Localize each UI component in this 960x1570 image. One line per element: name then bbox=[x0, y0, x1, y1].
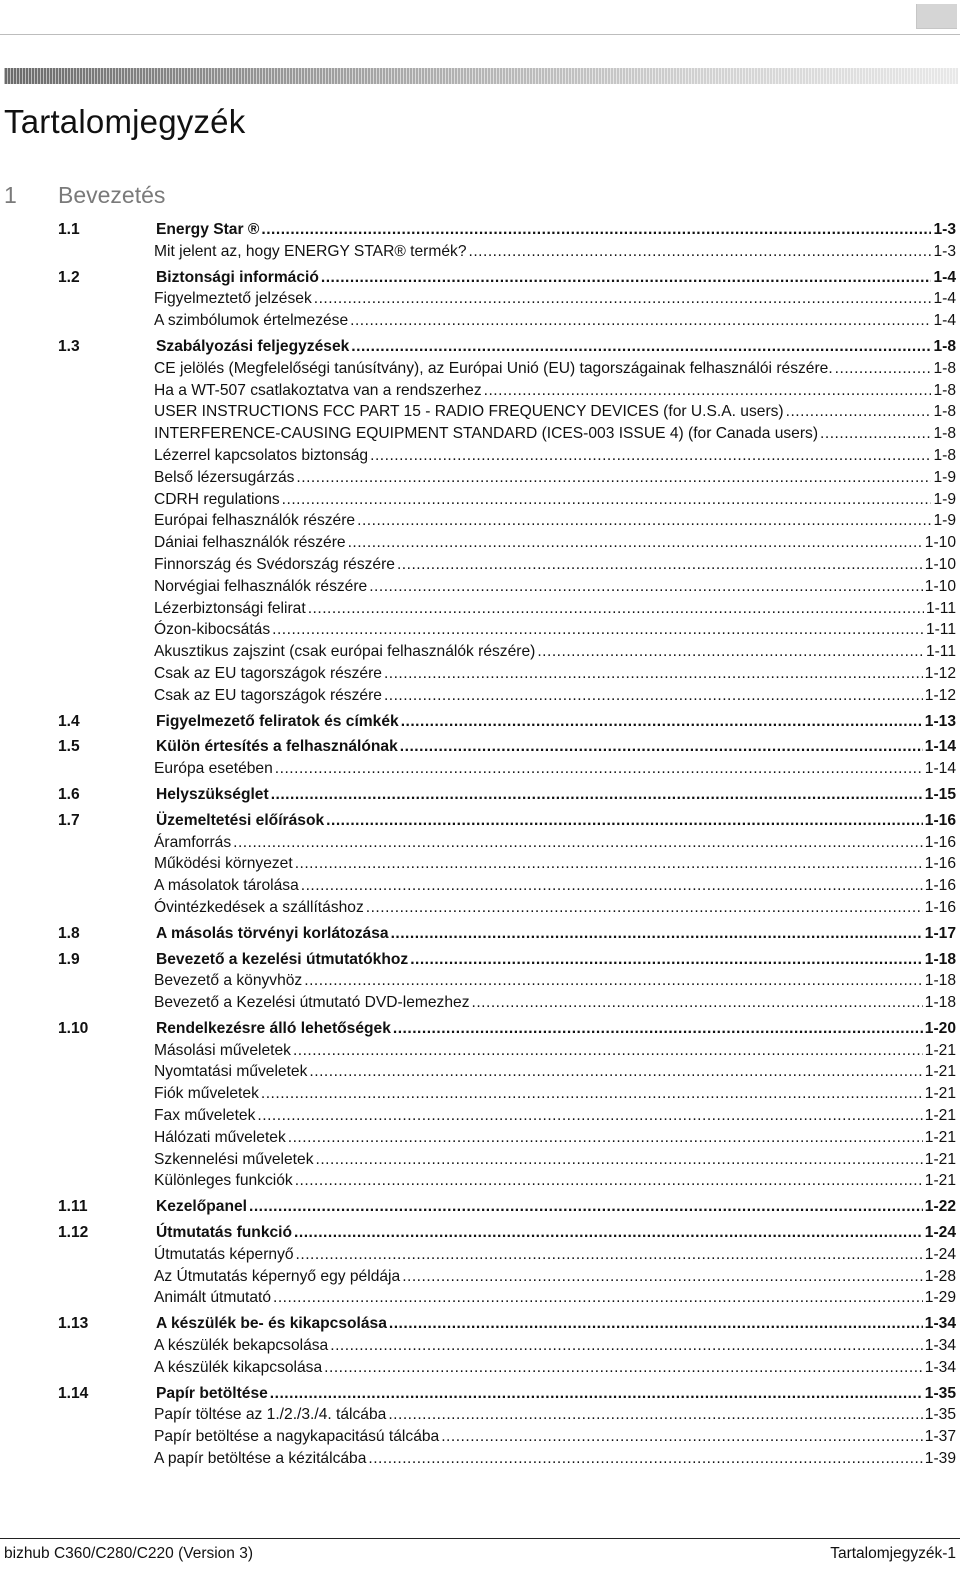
item-page: 1-28 bbox=[924, 1267, 956, 1285]
section-page: 1-13 bbox=[924, 712, 956, 730]
toc-item[interactable] bbox=[0, 758, 960, 780]
item-title: Fax műveletek bbox=[154, 1107, 256, 1125]
dot-leader bbox=[410, 949, 923, 971]
toc-section-entry[interactable] bbox=[0, 736, 960, 758]
section-page: 1-22 bbox=[924, 1198, 956, 1216]
item-page: 1-10 bbox=[924, 555, 956, 573]
toc-item[interactable] bbox=[0, 875, 960, 897]
dot-leader bbox=[261, 1083, 923, 1105]
item-title: Hálózati műveletek bbox=[154, 1128, 286, 1146]
dot-leader bbox=[384, 663, 923, 685]
item-title: Animált útmutató bbox=[154, 1289, 272, 1307]
section-title: Rendelkezésre álló lehetőségek bbox=[156, 1019, 391, 1037]
toc-item[interactable] bbox=[0, 554, 960, 576]
dot-leader bbox=[295, 853, 923, 875]
item-page: 1-8 bbox=[933, 425, 956, 443]
section-page: 1-16 bbox=[924, 811, 956, 829]
footer-page-number: Tartalomjegyzék-1 bbox=[830, 1545, 956, 1562]
section-number: 1.2 bbox=[58, 268, 80, 286]
item-page: 1-21 bbox=[924, 1150, 956, 1168]
dot-leader bbox=[324, 1357, 923, 1379]
dot-leader bbox=[401, 711, 923, 733]
item-title: Lézerrel kapcsolatos biztonság bbox=[154, 446, 369, 464]
item-page: 1-16 bbox=[924, 898, 956, 916]
item-page: 1-16 bbox=[924, 855, 956, 873]
section-number: 1.8 bbox=[58, 924, 80, 942]
dot-leader bbox=[786, 401, 932, 423]
dot-leader bbox=[369, 576, 923, 598]
toc-section-entry[interactable] bbox=[0, 711, 960, 733]
toc-item[interactable] bbox=[0, 1149, 960, 1171]
item-page: 1-10 bbox=[924, 534, 956, 552]
item-page: 1-9 bbox=[933, 490, 956, 508]
toc-item[interactable] bbox=[0, 423, 960, 445]
dot-leader bbox=[314, 288, 932, 310]
toc-section-entry[interactable] bbox=[0, 1313, 960, 1335]
item-title: Szkennelési műveletek bbox=[154, 1150, 314, 1168]
section-number: 1.12 bbox=[58, 1224, 89, 1242]
toc-item[interactable] bbox=[0, 1287, 960, 1309]
toc-item[interactable] bbox=[0, 241, 960, 263]
section-title: Üzemeltetési előírások bbox=[156, 811, 325, 829]
item-page: 1-35 bbox=[924, 1406, 956, 1424]
item-title: Csak az EU tagországok részére bbox=[154, 664, 382, 682]
section-page: 1-15 bbox=[924, 785, 956, 803]
toc-section bbox=[0, 1018, 960, 1192]
toc-item[interactable] bbox=[0, 380, 960, 402]
dot-leader bbox=[272, 619, 924, 641]
toc-section-entry[interactable] bbox=[0, 784, 960, 806]
toc-item[interactable] bbox=[0, 1083, 960, 1105]
section-number: 1.9 bbox=[58, 950, 80, 968]
footer-divider bbox=[0, 1538, 960, 1539]
dot-leader bbox=[233, 832, 923, 854]
dot-leader bbox=[321, 267, 932, 289]
section-page: 1-8 bbox=[933, 337, 956, 355]
item-page: 1-3 bbox=[933, 242, 956, 260]
dot-leader bbox=[295, 1170, 923, 1192]
item-title: Bevezető a könyvhöz bbox=[154, 972, 303, 990]
item-title: Óvintézkedések a szállításhoz bbox=[154, 898, 364, 916]
section-title: Figyelmezető feliratok és címkék bbox=[156, 712, 399, 730]
section-title: A készülék be- és kikapcsolása bbox=[156, 1315, 387, 1333]
section-title: Biztonsági információ bbox=[156, 268, 319, 286]
toc-item[interactable] bbox=[0, 1448, 960, 1470]
item-title: Működési környezet bbox=[154, 855, 293, 873]
item-title: Norvégiai felhasználók részére bbox=[154, 577, 368, 595]
item-page: 1-8 bbox=[933, 446, 956, 464]
item-title: Áramforrás bbox=[154, 833, 232, 851]
toc-item[interactable] bbox=[0, 853, 960, 875]
toc-section-entry[interactable] bbox=[0, 810, 960, 832]
item-page: 1-16 bbox=[924, 833, 956, 851]
item-title: Nyomtatási műveletek bbox=[154, 1063, 308, 1081]
section-number: 1.14 bbox=[58, 1384, 89, 1402]
dot-leader bbox=[301, 875, 923, 897]
section-page: 1-3 bbox=[933, 221, 956, 238]
item-page: 1-12 bbox=[924, 664, 956, 682]
toc-item[interactable] bbox=[0, 598, 960, 620]
section-number: 1.11 bbox=[58, 1198, 88, 1216]
dot-leader bbox=[469, 241, 932, 263]
item-page: 1-11 bbox=[925, 599, 956, 617]
dot-leader bbox=[271, 784, 923, 806]
dot-leader bbox=[296, 467, 931, 489]
toc-section-entry[interactable] bbox=[0, 923, 960, 945]
item-title: A készülék bekapcsolása bbox=[154, 1337, 329, 1355]
toc-section bbox=[0, 1196, 960, 1218]
toc-section-entry[interactable] bbox=[0, 219, 960, 241]
top-divider bbox=[0, 34, 960, 35]
section-page: 1-34 bbox=[924, 1315, 956, 1333]
toc-item[interactable] bbox=[0, 970, 960, 992]
dot-leader bbox=[249, 1196, 923, 1218]
toc-section-entry[interactable] bbox=[0, 1196, 960, 1218]
section-number: 1.5 bbox=[58, 738, 80, 756]
dot-leader bbox=[400, 736, 923, 758]
dot-leader bbox=[835, 358, 932, 380]
item-page: 1-18 bbox=[924, 994, 956, 1012]
item-title: Figyelmeztető jelzések bbox=[154, 290, 312, 308]
item-title: USER INSTRUCTIONS FCC PART 15 - RADIO FREQUENCY DEVICES (for U.S.A. users) bbox=[154, 403, 784, 421]
toc-item[interactable] bbox=[0, 832, 960, 854]
dot-leader bbox=[402, 1266, 923, 1288]
item-title: Fiók műveletek bbox=[154, 1085, 259, 1103]
item-title: Európai felhasználók részére bbox=[154, 512, 356, 530]
dot-leader bbox=[537, 641, 924, 663]
section-number: 1.13 bbox=[58, 1315, 89, 1333]
item-title: INTERFERENCE-CAUSING EQUIPMENT STANDARD (ICES-003 ISSUE 4) (for Canada users) bbox=[154, 425, 819, 443]
toc-section-entry[interactable] bbox=[0, 336, 960, 358]
item-page: 1-4 bbox=[933, 312, 956, 330]
toc-section bbox=[0, 1313, 960, 1378]
section-page: 1-35 bbox=[924, 1384, 956, 1402]
toc-section bbox=[0, 267, 960, 332]
item-title: CDRH regulations bbox=[154, 490, 280, 508]
dot-leader bbox=[441, 1426, 923, 1448]
dot-leader bbox=[326, 810, 923, 832]
toc-item[interactable] bbox=[0, 467, 960, 489]
dot-leader bbox=[391, 923, 923, 945]
item-page: 1-11 bbox=[925, 643, 956, 661]
toc-item[interactable] bbox=[0, 1335, 960, 1357]
toc-item[interactable] bbox=[0, 685, 960, 707]
item-page: 1-39 bbox=[924, 1450, 956, 1468]
section-number: 1.4 bbox=[58, 712, 80, 730]
section-number: 1.3 bbox=[58, 337, 80, 355]
item-title: Ha a WT-507 csatlakoztatva van a rendszerhez bbox=[154, 381, 482, 399]
toc-section bbox=[0, 1383, 960, 1470]
section-page: 1-24 bbox=[924, 1224, 956, 1242]
section-title: Bevezető a kezelési útmutatókhoz bbox=[156, 950, 409, 968]
toc-section-entry[interactable] bbox=[0, 1018, 960, 1040]
item-title: Útmutatás képernyő bbox=[154, 1245, 294, 1263]
toc-item[interactable] bbox=[0, 641, 960, 663]
toc-item[interactable] bbox=[0, 1040, 960, 1062]
item-page: 1-4 bbox=[933, 290, 956, 308]
item-page: 1-16 bbox=[924, 877, 956, 895]
section-title: Kezelőpanel bbox=[156, 1198, 247, 1216]
section-title: Papír betöltése bbox=[156, 1384, 268, 1402]
item-page: 1-18 bbox=[924, 972, 956, 990]
dot-leader bbox=[351, 336, 931, 358]
section-page: 1-18 bbox=[924, 950, 956, 968]
toc-section-entry[interactable] bbox=[0, 1222, 960, 1244]
section-page: 1-4 bbox=[933, 268, 956, 286]
item-title: Papír töltése az 1./2./3./4. tálcába bbox=[154, 1406, 387, 1424]
dot-leader bbox=[296, 1244, 923, 1266]
chapter-number: 1 bbox=[4, 182, 17, 208]
section-title: A másolás törvényi korlátozása bbox=[156, 924, 389, 942]
dot-leader bbox=[389, 1313, 923, 1335]
item-title: Csak az EU tagországok részére bbox=[154, 686, 382, 704]
toc-item[interactable] bbox=[0, 663, 960, 685]
section-title: Útmutatás funkció bbox=[156, 1224, 293, 1242]
dot-leader bbox=[270, 1383, 923, 1405]
dot-leader bbox=[370, 445, 931, 467]
toc-item[interactable] bbox=[0, 1426, 960, 1448]
section-title: Szabályozási feljegyzések bbox=[156, 337, 350, 355]
item-page: 1-34 bbox=[924, 1358, 956, 1376]
item-page: 1-12 bbox=[924, 686, 956, 704]
item-page: 1-21 bbox=[924, 1041, 956, 1059]
dot-leader bbox=[308, 598, 924, 620]
item-page: 1-37 bbox=[924, 1428, 956, 1446]
dot-leader bbox=[484, 380, 932, 402]
dot-leader bbox=[261, 219, 931, 241]
chapter-heading bbox=[4, 182, 165, 210]
dot-leader bbox=[397, 554, 923, 576]
item-title: A papír betöltése a kézitálcába bbox=[154, 1450, 367, 1468]
item-title: Ózon-kibocsátás bbox=[154, 621, 271, 639]
dot-leader bbox=[350, 310, 931, 332]
item-title: Európa esetében bbox=[154, 760, 273, 778]
item-page: 1-24 bbox=[924, 1245, 956, 1263]
item-page: 1-21 bbox=[924, 1085, 956, 1103]
section-title: Helyszükséglet bbox=[156, 785, 269, 803]
item-page: 1-11 bbox=[925, 621, 956, 639]
section-number: 1.6 bbox=[58, 785, 80, 803]
toc-section bbox=[0, 810, 960, 919]
toc-item[interactable] bbox=[0, 992, 960, 1014]
toc-item[interactable] bbox=[0, 897, 960, 919]
section-page: 1-20 bbox=[924, 1019, 956, 1037]
toc-item[interactable] bbox=[0, 358, 960, 380]
item-page: 1-21 bbox=[924, 1107, 956, 1125]
toc-item[interactable] bbox=[0, 401, 960, 423]
dot-leader bbox=[357, 510, 931, 532]
item-title: Lézerbiztonsági felirat bbox=[154, 599, 306, 617]
dot-leader bbox=[293, 1040, 923, 1062]
toc-section bbox=[0, 923, 960, 945]
toc-item[interactable] bbox=[0, 1170, 960, 1192]
item-title: Belső lézersugárzás bbox=[154, 468, 295, 486]
section-page: 1-17 bbox=[924, 924, 956, 942]
section-title: Külön értesítés a felhasználónak bbox=[156, 738, 398, 756]
item-title: Akusztikus zajszint (csak európai felhasználók részére) bbox=[154, 643, 536, 661]
item-page: 1-29 bbox=[924, 1289, 956, 1307]
toc-section-entry[interactable] bbox=[0, 1383, 960, 1405]
toc-item[interactable] bbox=[0, 1404, 960, 1426]
dot-leader bbox=[309, 1061, 922, 1083]
header-pattern-bar bbox=[4, 68, 958, 84]
item-page: 1-14 bbox=[924, 760, 956, 778]
toc-section bbox=[0, 711, 960, 733]
toc-section bbox=[0, 1222, 960, 1309]
toc-item[interactable] bbox=[0, 1127, 960, 1149]
item-title: A szimbólumok értelmezése bbox=[154, 312, 349, 330]
page-title: Tartalomjegyzék bbox=[4, 103, 246, 140]
item-title: Az Útmutatás képernyő egy példája bbox=[154, 1267, 401, 1285]
toc-section bbox=[0, 219, 960, 263]
toc-item[interactable] bbox=[0, 310, 960, 332]
toc-item[interactable] bbox=[0, 1266, 960, 1288]
dot-leader bbox=[273, 1287, 923, 1309]
item-page: 1-21 bbox=[924, 1128, 956, 1146]
toc-item[interactable] bbox=[0, 1061, 960, 1083]
section-number: 1.7 bbox=[58, 811, 80, 829]
item-page: 1-21 bbox=[924, 1172, 956, 1190]
dot-leader bbox=[384, 685, 923, 707]
toc-section-entry[interactable] bbox=[0, 949, 960, 971]
toc-section bbox=[0, 949, 960, 1014]
item-page: 1-9 bbox=[933, 512, 956, 530]
toc-item[interactable] bbox=[0, 1244, 960, 1266]
item-page: 1-8 bbox=[933, 381, 956, 399]
item-page: 1-8 bbox=[933, 403, 956, 421]
item-title: Mit jelent az, hogy ENERGY STAR® termék? bbox=[154, 242, 467, 260]
item-title: Papír betöltése a nagykapacitású tálcába bbox=[154, 1428, 440, 1446]
toc-item[interactable] bbox=[0, 1105, 960, 1127]
dot-leader bbox=[288, 1127, 923, 1149]
dot-leader bbox=[316, 1149, 923, 1171]
toc-item[interactable] bbox=[0, 619, 960, 641]
dot-leader bbox=[330, 1335, 923, 1357]
toc-section bbox=[0, 736, 960, 780]
section-page: 1-14 bbox=[924, 738, 956, 756]
item-page: 1-9 bbox=[933, 468, 956, 486]
item-title: Másolási műveletek bbox=[154, 1041, 291, 1059]
item-title: A készülék kikapcsolása bbox=[154, 1358, 323, 1376]
toc-item[interactable] bbox=[0, 489, 960, 511]
dot-leader bbox=[472, 992, 923, 1014]
dot-leader bbox=[820, 423, 931, 445]
item-page: 1-21 bbox=[924, 1063, 956, 1081]
toc-section bbox=[0, 336, 960, 707]
section-title: Energy Star ® bbox=[156, 221, 260, 238]
dot-leader bbox=[348, 532, 923, 554]
dot-leader bbox=[304, 970, 923, 992]
item-page: 1-10 bbox=[924, 577, 956, 595]
toc-item[interactable] bbox=[0, 510, 960, 532]
dot-leader bbox=[282, 489, 932, 511]
dot-leader bbox=[368, 1448, 922, 1470]
toc-item[interactable] bbox=[0, 576, 960, 598]
dot-leader bbox=[388, 1404, 922, 1426]
dot-leader bbox=[257, 1105, 922, 1127]
item-title: CE jelölés (Megfelelőségi tanúsítvány), az Európai Unió (EU) tagországainak felhasználói részére. bbox=[154, 359, 833, 377]
dot-leader bbox=[393, 1018, 923, 1040]
dot-leader bbox=[366, 897, 923, 919]
toc-section bbox=[0, 784, 960, 806]
toc-item[interactable] bbox=[0, 288, 960, 310]
item-page: 1-8 bbox=[933, 359, 956, 377]
item-page: 1-34 bbox=[924, 1337, 956, 1355]
toc-item[interactable] bbox=[0, 1357, 960, 1379]
section-number: 1.10 bbox=[58, 1019, 89, 1037]
toc-section-entry[interactable] bbox=[0, 267, 960, 289]
toc-item[interactable] bbox=[0, 445, 960, 467]
item-title: A másolatok tárolása bbox=[154, 877, 299, 895]
item-title: Különleges funkciók bbox=[154, 1172, 293, 1190]
dot-leader bbox=[294, 1222, 923, 1244]
dot-leader bbox=[275, 758, 923, 780]
item-title: Bevezető a Kezelési útmutató DVD-lemezhez bbox=[154, 994, 470, 1012]
table-of-contents bbox=[0, 219, 960, 1470]
chapter-title: Bevezetés bbox=[58, 182, 166, 208]
item-title: Finnország és Svédország részére bbox=[154, 555, 395, 573]
footer-product: bizhub C360/C280/C220 (Version 3) bbox=[4, 1545, 254, 1562]
item-title: Dániai felhasználók részére bbox=[154, 534, 346, 552]
corner-tab bbox=[916, 4, 957, 29]
section-number: 1.1 bbox=[58, 221, 80, 238]
toc-item[interactable] bbox=[0, 532, 960, 554]
